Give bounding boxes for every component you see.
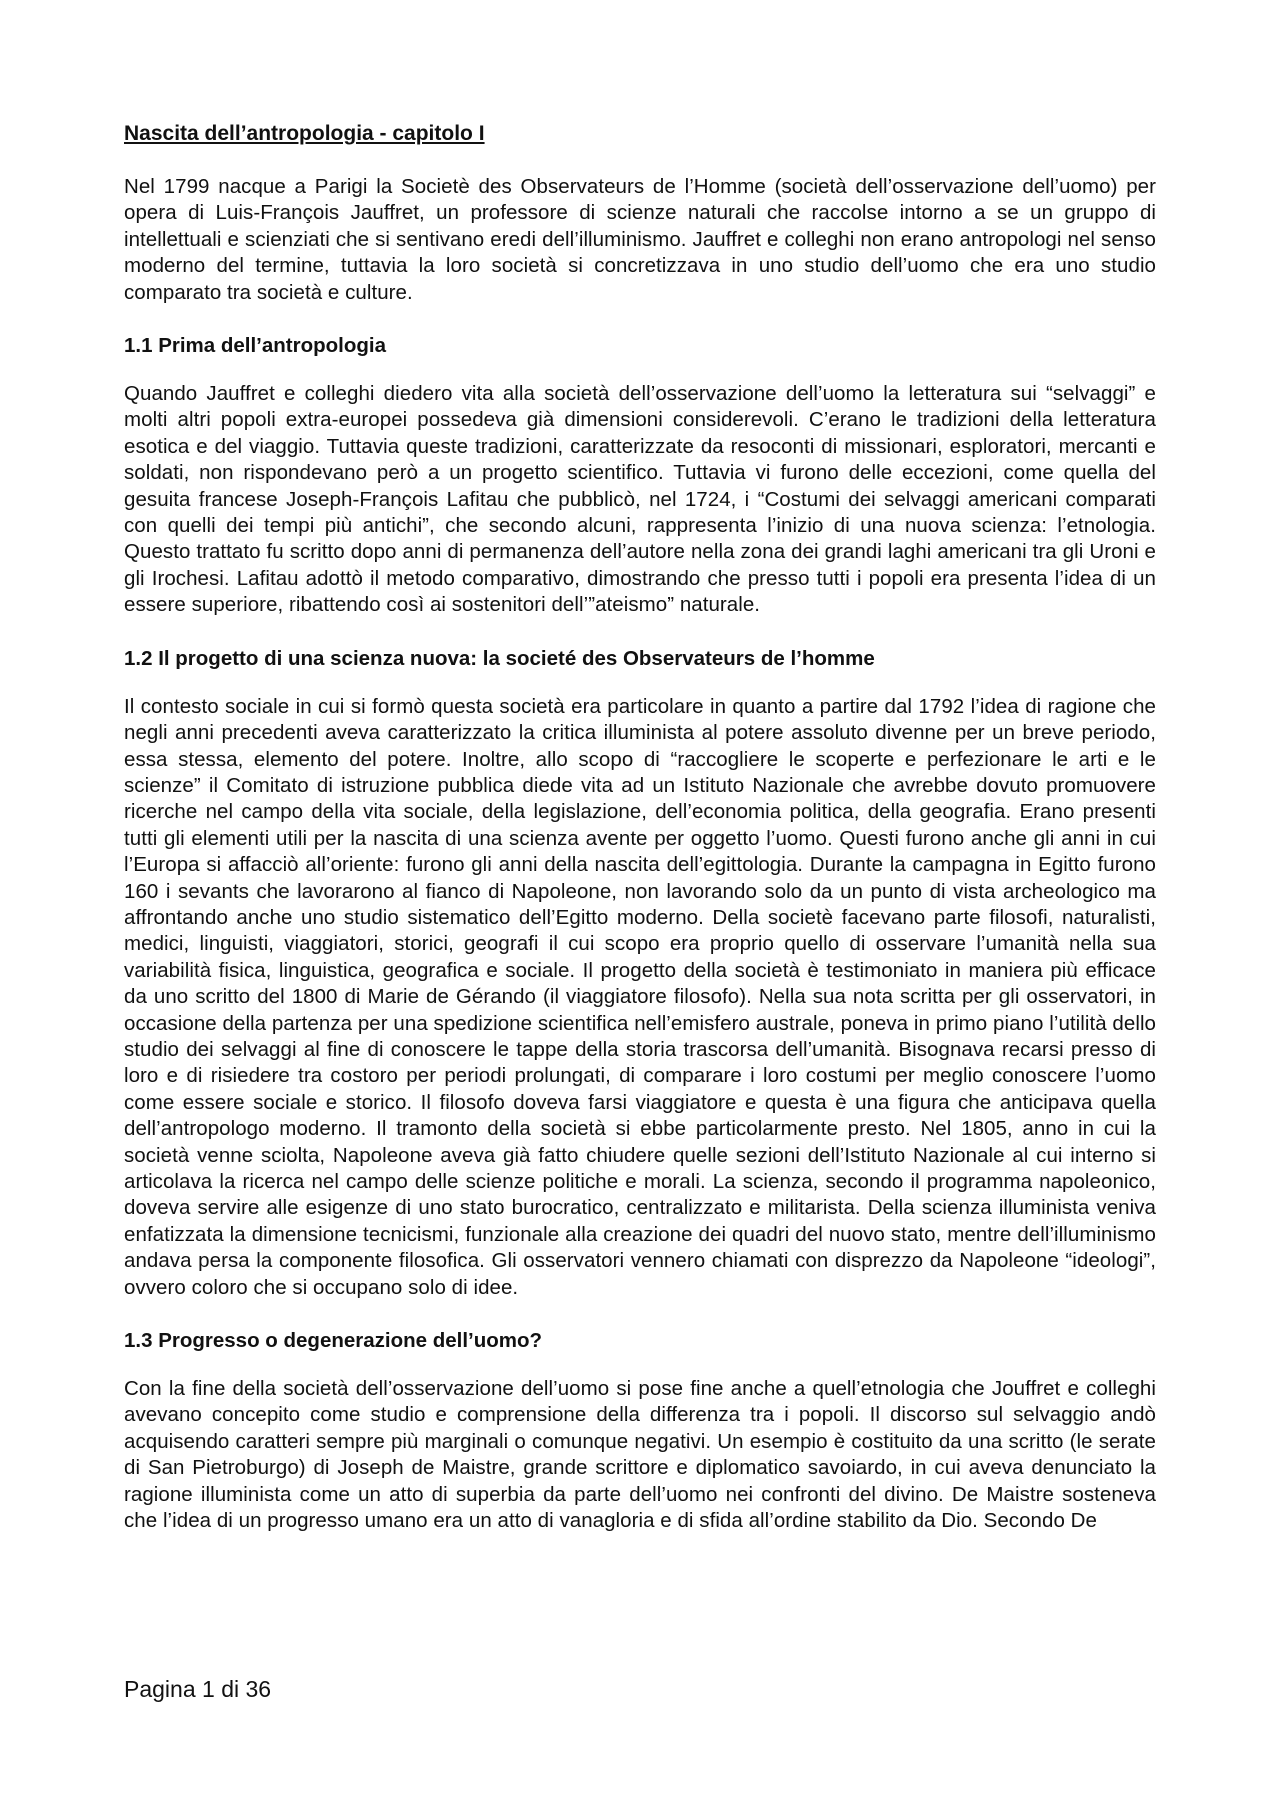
page-number: Pagina 1 di 36 (124, 1676, 272, 1702)
section-paragraph-1-3: Con la fine della società dell’osservazione dell’uomo si pose fine anche a quell’etnologia che Jouffret e colleghi avevano concepito come studio e comprensione della differenza tra i popoli. Il discorso sul selvaggio andò acquisendo caratteri sempre più marginali o comunque negativi. Un esempio è costituito da una scritto (le serate di San Pietroburgo) di Joseph de Maistre, grande scrittore e diplomatico savoiardo, in cui aveva denunciato la ragione illuminista come un atto di superbia da parte dell’uomo nei confronti del divino. De Maistre sosteneva che l’idea di un progresso umano era un atto di vanagloria e di sfida all’ordine stabilito da Dio. Secondo De (124, 1377, 1156, 1533)
section-heading-1-1: 1.1 Prima dell’antropologia (124, 334, 387, 358)
section-heading-1-3: 1.3 Progresso o degenerazione dell’uomo? (124, 1329, 543, 1353)
document-page (124, 120, 1156, 1534)
document-title: Nascita dell’antropologia - capitolo I (124, 122, 485, 145)
section-paragraph-1-2: Il contesto sociale in cui si formò questa società era particolare in quanto a partire dal 1792 l’idea di ragione che negli anni precedenti aveva caratterizzato la critica illuminista al potere assoluto divenne per un breve periodo, essa stessa, elemento del potere. Inoltre, allo scopo di “raccogliere le scoperte e perfezionare le arti e le scienze” il Comitato di istruzione pubblica diede vita ad un Istituto Nazionale che avrebbe dovuto promuovere ricerche nel campo della vita sociale, della legislazione, dell’economia politica, della geografia. Erano presenti tutti gli elementi utili per la nascita di una scienza avente per oggetto l’uomo. Questi furono anche gli anni in cui l’Europa si affacciò all’oriente: furono gli anni della nascita dell’egittologia. Durante la campagna in Egitto furono 160 i sevants che lavorarono al fianco di Napoleone, non lavorando solo da un punto di vista archeologico ma affrontando anche uno studio sistematico dell’Egitto moderno. Della societè facevano parte filosofi, naturalisti, medici, linguisti, viaggiatori, storici, geografi il cui scopo era proprio quello di osservare l’umanità nella sua variabilità fisica, linguistica, geografica e sociale. Il progetto della società è testimoniato in maniera più efficace da uno scritto del 1800 di Marie de Gérando (il viaggiatore filosofo). Nella sua nota scritta per gli osservatori, in occasione della partenza per una spedizione scientifica nell’emisfero australe, poneva in primo piano l’utilità dello studio dei selvaggi al fine di conoscere le tappe della storia trascorsa dell’umanità. Bisognava recarsi presso di loro e di risiedere tra costoro per periodi prolungati, di comparare i loro costumi per meglio conoscere l’uomo come essere sociale e storico. Il filosofo doveva farsi viaggiatore e questa è una figura che anticipava quella dell’antropologo moderno. Il tramonto della società si ebbe particolarmente presto. Nel 1805, anno in cui la società venne sciolta, Napoleone aveva già fatto chiudere quelle sezioni dell’Istituto Nazionale al cui interno si articolava la ricerca nel campo delle scienze politiche e morali. La scienza, secondo il programma napoleonico, doveva servire alle esigenze di uno stato burocratico, centralizzato e militarista. Della scienza illuminista veniva enfatizzata la dimensione tecnicismi, funzionale alla creazione dei quadri del nuovo stato, mentre dell’illuminismo andava persa la componente filosofica. Gli osservatori vennero chiamati con disprezzo da Napoleone “ideologi”, ovvero coloro che si occupano solo di idee. (124, 694, 1156, 1299)
section-heading-1-2: 1.2 Il progetto di una scienza nuova: la societé des Observateurs de l’homme (124, 646, 875, 670)
section-paragraph-1-1: Quando Jauffret e colleghi diedero vita alla società dell’osservazione dell’uomo la letteratura sui “selvaggi” e molti altri popoli extra-europei possedeva già dimensioni considerevoli. C’erano le tradizioni della letteratura esotica e del viaggio. Tuttavia queste tradizioni, caratterizzate da resoconti di missionari, esploratori, mercanti e soldati, non rispondevano però a un progetto scientifico. Tuttavia vi furono delle eccezioni, come quella del gesuita francese Joseph-François Lafitau che pubblicò, nel 1724, i “Costumi dei selvaggi americani comparati con quelli dei tempi più antichi”, che secondo alcuni, rappresenta l’inizio di una nuova scienza: l’etnologia. Questo trattato fu scritto dopo anni di permanenza dell’autore nella zona dei grandi laghi americani tra gli Uroni e gli Irochesi. Lafitau adottò il metodo comparativo, dimostrando che presso tutti i popoli era presenta l’idea di un essere superiore, ribattendo così ai sostenitori dell’”ateismo” naturale. (124, 382, 1156, 617)
intro-paragraph: Nel 1799 nacque a Parigi la Societè des Observateurs de l’Homme (società dell’osservazione dell’uomo) per opera di Luis-François Jauffret, un professore di scienze naturali che raccolse intorno a se un gruppo di intellettuali e scienziati che si sentivano eredi dell’illuminismo. Jauffret e colleghi non erano antropologi nel senso moderno del termine, tuttavia la loro società si concretizzava in uno studio dell’uomo che era uno studio comparato tra società e culture. (124, 175, 1156, 304)
